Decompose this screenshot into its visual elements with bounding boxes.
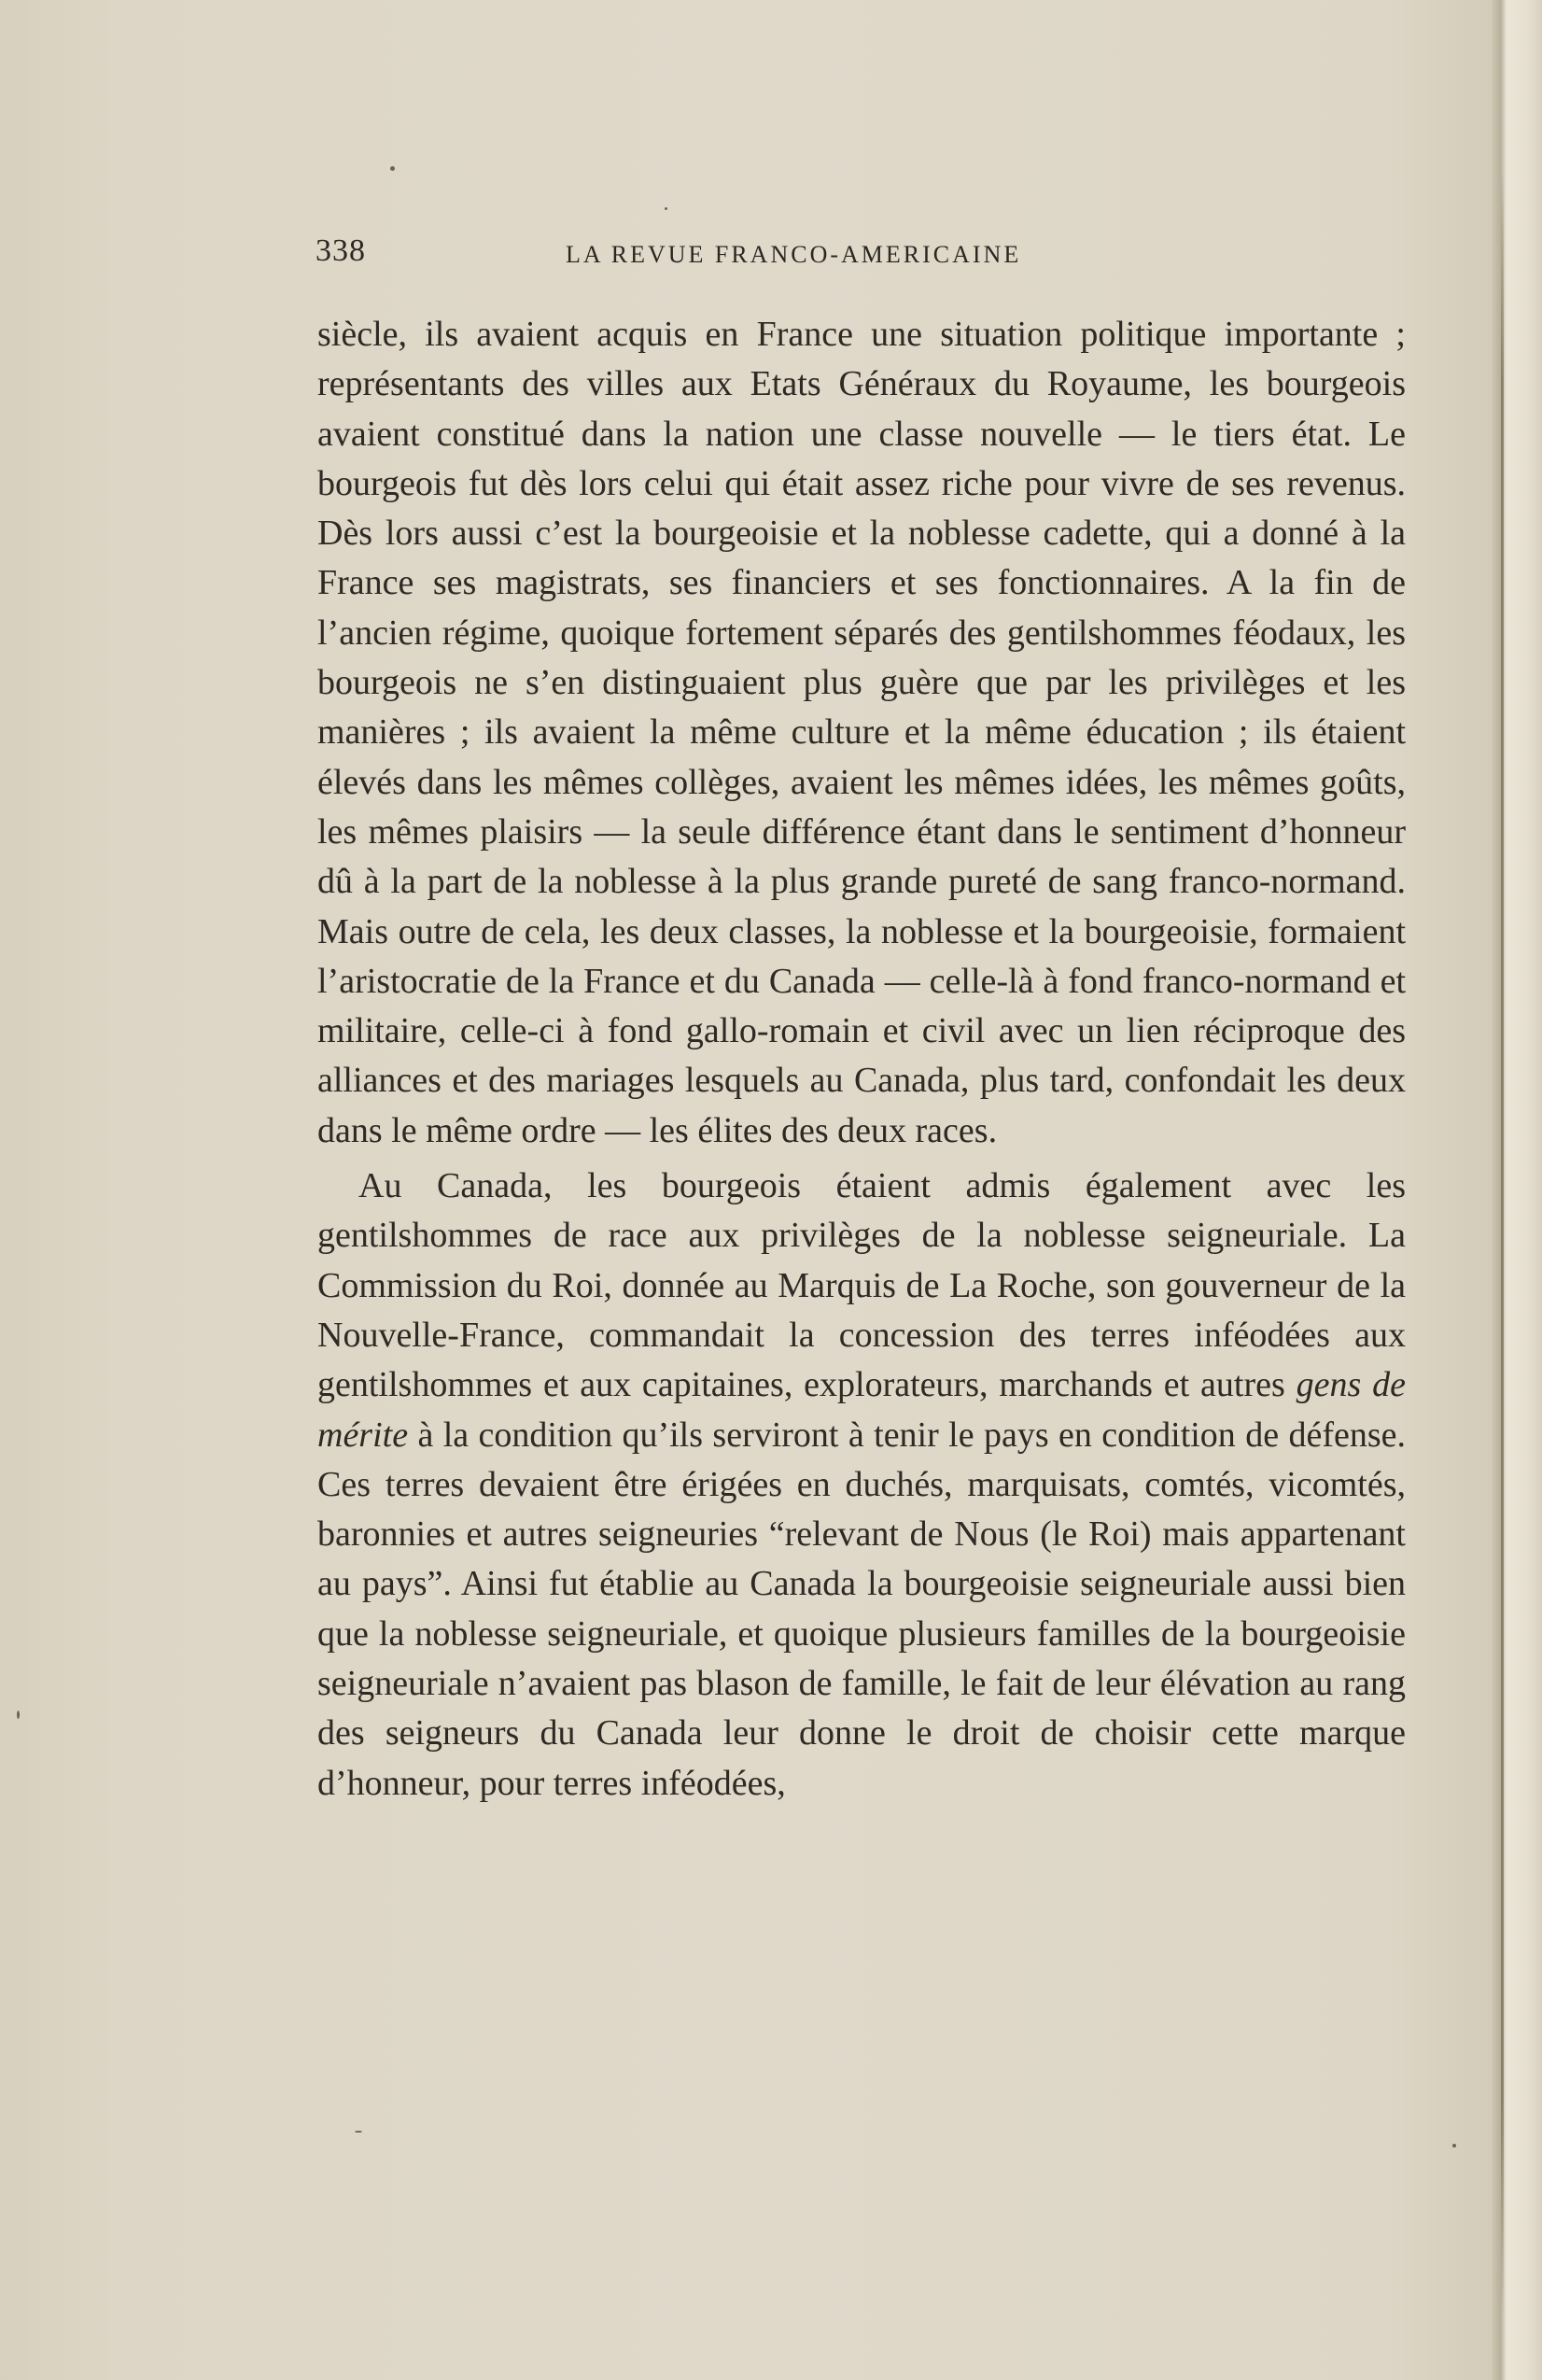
- page-number: 338: [315, 233, 366, 268]
- paper-speck: [355, 2131, 362, 2133]
- paper-speck: [390, 166, 395, 171]
- body-text: [317, 310, 1406, 1809]
- paragraph-2-text-before: Au Canada, les bourgeois étaient admis également avec les gentilshommes de race aux privilèges de la noblesse seigneuriale. La Commission du Roi, donnée au Marquis de La Roche, son gouverneur de la Nouvelle-France, commandait la concession des terres inféodées aux gentilshommes et aux capitaines, explorateurs, marchands et autres: [317, 1166, 1406, 1405]
- paragraph-2-text-after: à la condition qu’ils serviront à tenir le pays en condition de défense. Ces terres devaient être érigées en duchés, marquisats, comtés, vicomtés, baronnies et autres seigneuries “relevant de Nous (le Roi) mais appartenant au pays”. Ainsi fut établie au Canada la bourgeoisie seigneuriale aussi bien que la noblesse seigneuriale, et quoique plusieurs familles de la bourgeoisie seigneuriale n’avaient pas blason de famille, le fait de leur élévation au rang des seigneurs du Canada leur donne le droit de choisir cette marque d’honneur, pour terres inféodées,: [317, 1415, 1406, 1803]
- page-header: [315, 233, 1137, 271]
- paragraph-1: siècle, ils avaient acquis en France une situation politique importante ; représentants des villes aux Etats Généraux du Royaume, les bourgeois avaient constitué dans la nation une classe nouvelle — le tiers état. Le bourgeois fut dès lors celui qui était assez riche pour vivre de ses revenus. Dès lors aussi c’est la bourgeoisie et la noblesse cadette, qui a donné à la France ses magistrats, ses financiers et ses fonctionnaires. A la fin de l’ancien régime, quoique fortement séparés des gentilshommes féodaux, les bourgeois ne s’en distinguaient plus guère que par les privilèges et les manières ; ils avaient la même culture et la même éducation ; ils étaient élevés dans les mêmes collèges, avaient les mêmes idées, les mêmes goûts, les mêmes plaisirs — la seule différence étant dans le sentiment d’honneur dû à la part de la noblesse à la plus grande pureté de sang franco-normand. Mais outre de cela, les deux classes, la noblesse et la bourgeoisie, formaient l’aristocratie de la France et du Canada — celle-là à fond franco-normand et militaire, celle-ci à fond gallo-romain et civil avec un lien réciproque des alliances et des mariages lesquels au Canada, plus tard, confondait les deux dans le même ordre — les élites des deux races.: [317, 315, 1406, 1150]
- paragraph-2: [317, 1162, 1406, 1809]
- paper-speck: [17, 1711, 20, 1719]
- paper-speck: [1452, 2144, 1456, 2148]
- page-edge: [1492, 0, 1542, 2380]
- paper-speck: [665, 207, 667, 210]
- italic-phrase: gens de mérite: [317, 1365, 1406, 1455]
- page-edge-shadow: [1501, 168, 1504, 2316]
- running-head: LA REVUE FRANCO-AMERICAINE: [566, 241, 1022, 268]
